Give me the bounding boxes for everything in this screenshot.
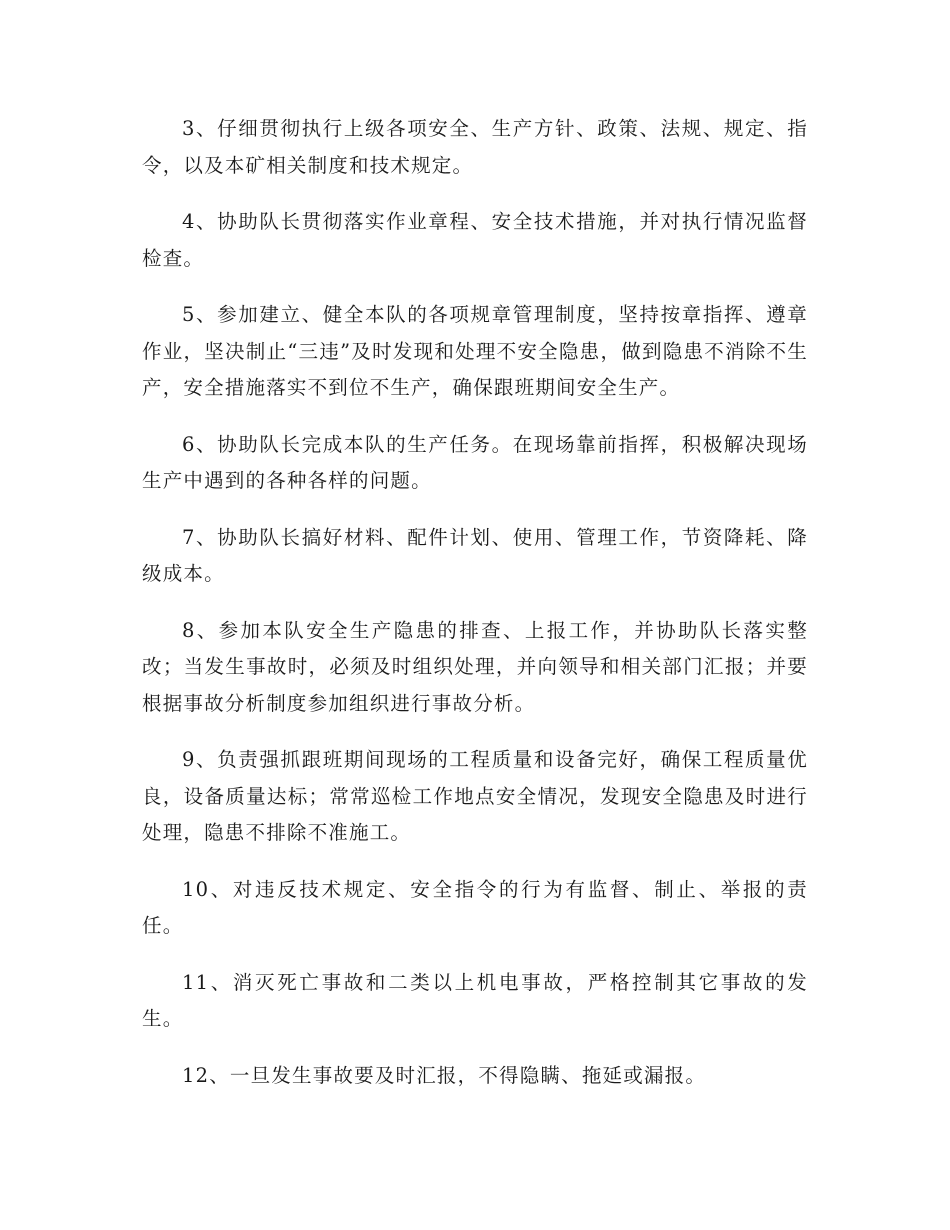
paragraph-item-3: 3、仔细贯彻执行上级各项安全、生产方针、政策、法规、规定、指令，以及本矿相关制度和技术规定。 [142, 117, 808, 177]
paragraph-item-4: 4、协助队长贯彻落实作业章程、安全技术措施，并对执行情况监督检查。 [142, 210, 808, 270]
paragraph-item-12: 12、一旦发生事故要及时汇报，不得隐瞒、拖延或漏报。 [182, 1063, 707, 1087]
document-body [142, 111, 808, 1114]
paragraph-item-10: 10、对违反技术规定、安全指令的行为有监督、制止、举报的责任。 [142, 877, 808, 937]
paragraph-item-11: 11、消灭死亡事故和二类以上机电事故，严格控制其它事故的发生。 [142, 970, 808, 1030]
paragraph-item-8: 8、参加本队安全生产隐患的排查、上报工作，并协助队长落实整改；当发生事故时，必须及时组织处理，并向领导和相关部门汇报；并要根据事故分析制度参加组织进行事故分析。 [142, 618, 808, 715]
paragraph-item-5: 5、参加建立、健全本队的各项规章管理制度，坚持按章指挥、遵章作业，坚决制止“三违”及时发现和处理不安全隐患，做到隐患不消除不生产，安全措施落实不到位不生产，确保跟班期间安全生产。 [142, 303, 808, 399]
paragraph-item-7: 7、协助队长搞好材料、配件计划、使用、管理工作，节资降耗、降级成本。 [142, 525, 808, 585]
paragraph-item-6: 6、协助队长完成本队的生产任务。在现场靠前指挥，积极解决现场生产中遇到的各种各样的问题。 [142, 432, 808, 492]
paragraph-item-9: 9、负责强抓跟班期间现场的工程质量和设备完好，确保工程质量优良，设备质量达标；常常巡检工作地点安全情况，发现安全隐患及时进行处理，隐患不排除不准施工。 [142, 748, 808, 844]
